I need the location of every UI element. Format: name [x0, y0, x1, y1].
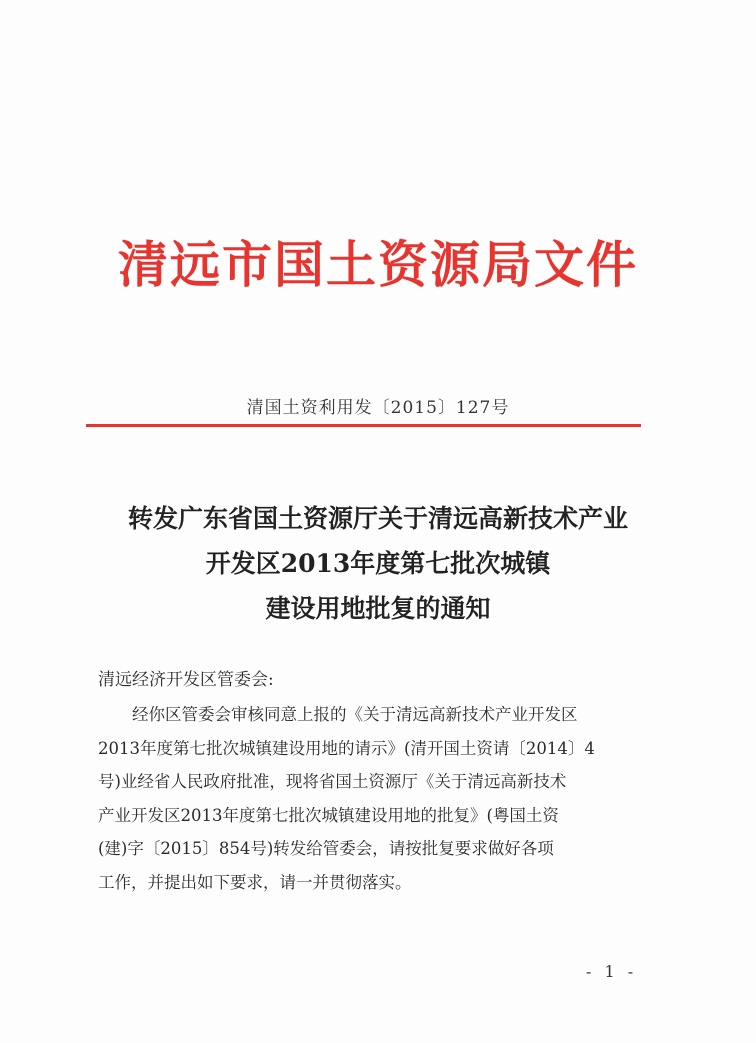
body-line-2: 2013年度第七批次城镇建设用地的请示》(清开国土资请〔2014〕4 — [98, 738, 595, 758]
body-line-5: (建)字〔2015〕854号)转发给管委会，请按批复要求做好各项 — [98, 839, 554, 858]
page-number: - 1 - — [586, 962, 638, 981]
document-title — [60, 496, 696, 631]
issuing-authority-header: 清远市国土资源局文件 — [118, 235, 638, 294]
document-number: 清国土资利用发〔2015〕127号 — [246, 398, 510, 418]
title-line-3: 建设用地批复的通知 — [265, 594, 491, 623]
body-line-3: 号)业经省人民政府批准，现将省国土资源厅《关于清远高新技术 — [98, 772, 567, 791]
recipient-line: 清远经济开发区管委会: — [98, 670, 274, 690]
title-line-1: 转发广东省国土资源厅关于清远高新技术产业 — [127, 504, 628, 533]
body-line-1: 经你区管委会审核同意上报的《关于清远高新技术产业开发区 — [132, 705, 578, 724]
red-divider-line — [86, 424, 641, 427]
body-line-4: 产业开发区2013年度第七批次城镇建设用地的批复》(粤国土资 — [98, 805, 559, 825]
body-line-6: 工作，并提出如下要求，请一并贯彻落实。 — [98, 872, 412, 892]
body-paragraph — [98, 698, 668, 899]
title-line-2: 开发区2013年度第七批次城镇 — [205, 549, 551, 578]
